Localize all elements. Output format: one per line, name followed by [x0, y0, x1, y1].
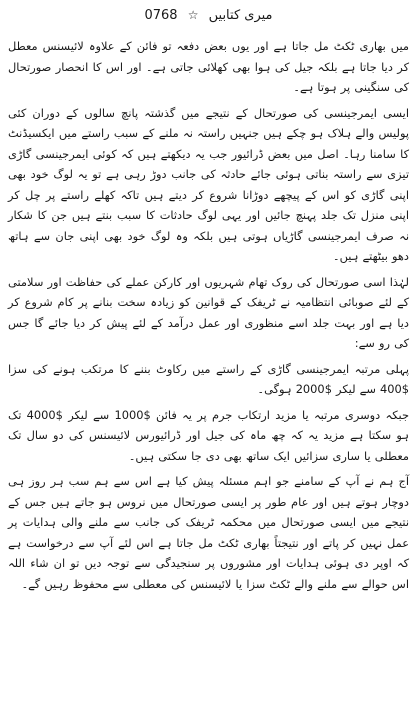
page-header	[8, 6, 409, 26]
page-number: 0768	[144, 8, 178, 23]
paragraph-4: پہلی مرتبہ ایمرجینسی گاڑی کے راستے میں رکاوٹ بننے کا مرتکب ہونے کی سزا $400 سے لیکر $2000 ہوگی۔	[8, 361, 409, 396]
paragraph-6: آج ہم نے آپ کے سامنے جو اہم مسئلہ پیش کیا ہے اس سے ہم سب ہر روز ہی دوچار ہوتے ہیں اور عام طور پر ایسی صورتحال میں نروس ہو جاتے ہیں جس کے نتیجے میں ایسی صورتحال میں محکمہ ٹریفک کی جانب سے ملنے والی ہدایات پر عمل نہیں کر پاتے اور نتیجتاً بھاری ٹکٹ مل جاتا ہے اس لئے آپ سے درخواست ہے کہ اوپر دی ہوئی ہدایات اور مشوروں پر سنجیدگی سے توجہ دیں تو ان شاء اللہ اس حوالے سے ملنے والے ٹکٹ سزا یا لائیسنس کی معطلی سے محفوظ رہیں گے۔	[8, 474, 409, 591]
paragraph-2: ایسی ایمرجینسی کی صورتحال کے نتیجے میں گذشتہ پانچ سالوں کے دوران کئی پولیس والے ہلاک ہو چکے ہیں جنہیں راستہ نہ ملنے کے سبب راستے میں ایکسیڈنٹ کا سامنا رہا۔ اصل میں بعض ڈرائیور جب یہ دیکھتے ہیں کہ کوئی ایمرجینسی گاڑی تیزی سے راستہ بناتی ہوئی جائے حادثہ کی جانب دوڑ رہی ہے تو یہ لوگ خود بھی اپنی گاڑی کو اس کے پیچھے دوڑانا شروع کر دیتے ہیں تاکہ کھلے راستے پر چل کر اپنی منزل تک جلد پہنچ جائیں اور یہی لوگ حادثات کا سبب بنتے ہیں جن کا شکار نہ صرف ایمرجینسی گاڑیاں ہوتی ہیں بلکہ وہ لوگ خود بھی اپنی جان سے ہاتھ دھو بیٹھتے ہیں۔	[8, 105, 409, 263]
paragraph-1: میں بھاری ٹکٹ مل جاتا ہے اور یوں بعض دفعہ تو فائن کے علاوہ لائیسنس معطل کر دیا جاتا ہے بلکہ جیل کی ہوا بھی کھلائی جاتی ہے۔ اور اس کا انحصار صورتحال کی سنگینی پر ہوتا ہے۔	[8, 39, 409, 94]
paragraph-5: جبکہ دوسری مرتبہ یا مزید ارتکاب جرم پر یہ فائن $1000 سے لیکر $4000 تک ہو سکتا ہے مزید یہ کہ چھ ماہ کی جیل اور ڈرائیورس لائیسنس کی دو سال تک معطلی یا ساری سزائیں ایک ساتھ بھی دی جا سکتی ہیں۔	[8, 407, 409, 463]
star-icon: ☆	[187, 8, 199, 22]
book-title: میری کتابیں	[208, 8, 273, 23]
paragraph-3: لہٰذا اسی صورتحال کی روک تھام شہریوں اور کارکن عملے کی حفاظت اور سلامتی کے لئے صوبائی انتظامیہ نے ٹریفک کے قوانین کو زیادہ سخت بنانے پر کام شروع کر دیا ہے اور بہت جلد اسے منظوری اور عمل درآمد کے لئے پیش کر دیا جائے گا جس کی رو سے:	[8, 274, 409, 350]
